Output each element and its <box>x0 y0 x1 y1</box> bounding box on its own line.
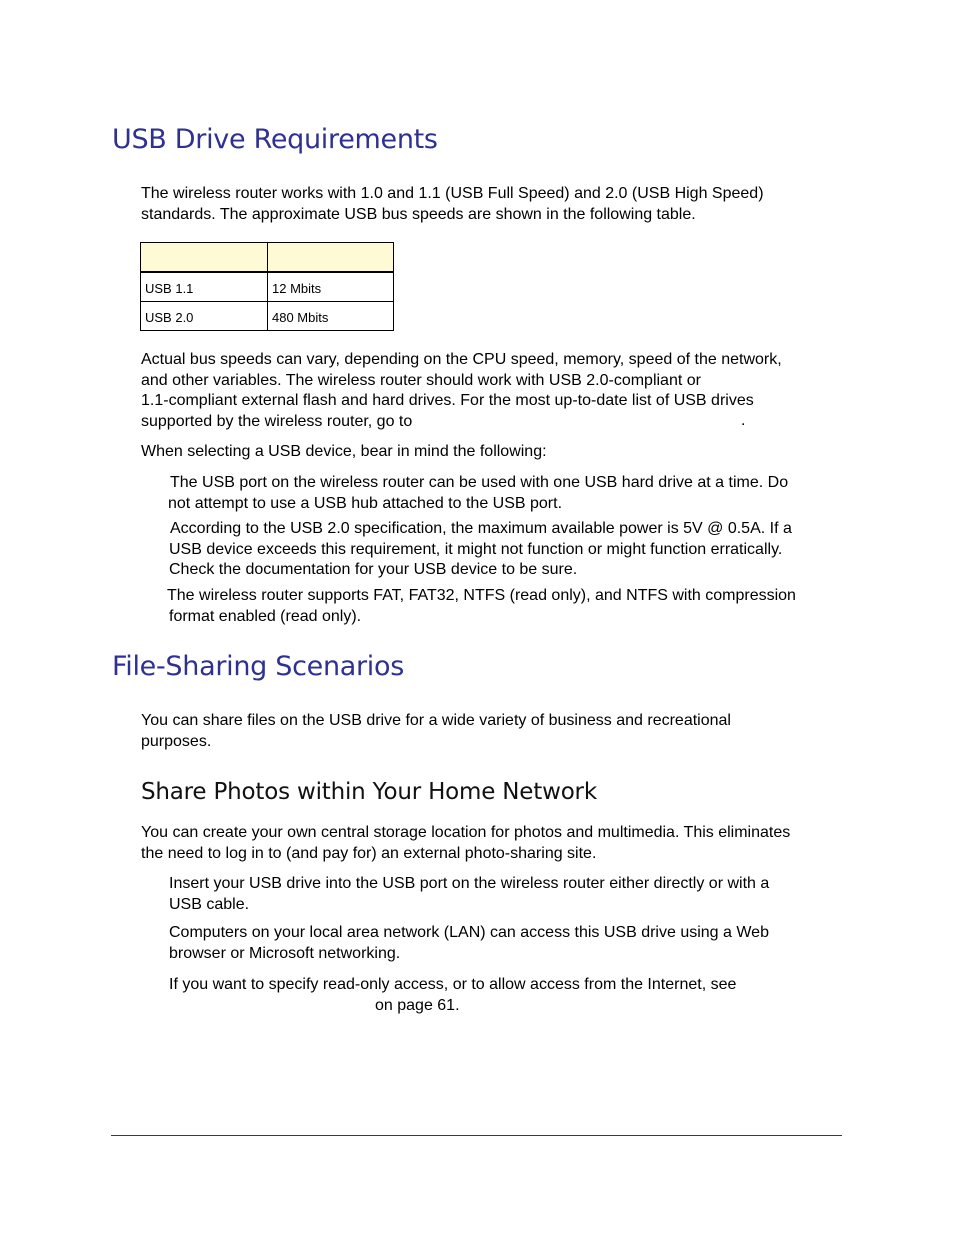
text-line: Check the documentation for your USB device to be sure. <box>169 561 578 578</box>
bullet-item <box>170 519 792 581</box>
subheading-share-photos: Share Photos within Your Home Network <box>141 779 597 805</box>
section-heading-file-sharing: File-Sharing Scenarios <box>112 651 404 682</box>
usb-speed-table <box>140 242 394 331</box>
usb-intro-paragraph <box>141 184 764 225</box>
text-line: on page 61. <box>375 996 460 1014</box>
table-cell: 12 Mbits <box>268 272 394 301</box>
text-line: not attempt to use a USB hub attached to the USB port. <box>168 494 563 512</box>
text-line: Insert your USB drive into the USB port on the wireless router either directly or with a <box>169 875 770 892</box>
text-line: USB device exceeds this requirement, it might not function or might function erratically. <box>169 540 783 558</box>
text-line: 1.1-compliant external flash and hard drives. For the most up-to-date list of USB drives <box>141 392 754 409</box>
text-line: and other variables. The wireless router should work with USB 2.0-compliant or <box>141 371 701 389</box>
text-line: The wireless router supports FAT, FAT32, NTFS (read only), and NTFS with compression <box>167 587 796 604</box>
text-line: Actual bus speeds can vary, depending on the CPU speed, memory, speed of the network, <box>141 351 782 368</box>
bullet-item <box>167 586 796 627</box>
text-line: The USB port on the wireless router can be used with one USB hard drive at a time. Do <box>170 474 789 491</box>
table-cell: USB 1.1 <box>141 272 268 301</box>
footer-rule <box>111 1135 842 1136</box>
table-header-row <box>141 243 394 273</box>
table-cell: USB 2.0 <box>141 301 268 330</box>
table-cell: 480 Mbits <box>268 301 394 330</box>
step-item <box>169 975 736 1016</box>
text-line: The wireless router works with 1.0 and 1.1 (USB Full Speed) and 2.0 (USB High Speed) <box>141 185 764 202</box>
text-line: format enabled (read only). <box>169 607 362 625</box>
text-line: browser or Microsoft networking. <box>169 944 401 962</box>
table-row <box>141 272 394 301</box>
text-line: According to the USB 2.0 specification, the maximum available power is 5V @ 0.5A. If a <box>170 520 792 537</box>
speed-note-paragraph <box>141 350 782 432</box>
table-header-cell <box>268 243 394 273</box>
table-header-cell <box>141 243 268 273</box>
text-line: standards. The approximate USB bus speeds are shown in the following table. <box>141 205 696 223</box>
bullet-item <box>170 473 788 514</box>
text-line: purposes. <box>141 732 212 750</box>
speed-note-end: . <box>741 412 746 429</box>
table-row <box>141 301 394 330</box>
step-item <box>169 923 769 964</box>
text-line: If you want to specify read-only access, or to allow access from the Internet, see <box>169 976 737 993</box>
section-heading-usb-requirements: USB Drive Requirements <box>112 124 438 155</box>
file-sharing-intro <box>141 711 731 752</box>
text-line: You can create your own central storage location for photos and multimedia. This eliminates <box>141 824 791 841</box>
step-item <box>169 874 769 915</box>
text-line: USB cable. <box>169 895 250 913</box>
text-line: You can share files on the USB drive for a wide variety of business and recreational <box>141 712 731 729</box>
share-photos-intro <box>141 823 790 864</box>
text-line: Computers on your local area network (LAN) can access this USB drive using a Web <box>169 924 769 941</box>
text-line: the need to log in to (and pay for) an external photo-sharing site. <box>141 844 597 862</box>
text-line: supported by the wireless router, go to <box>141 412 413 430</box>
selecting-intro: When selecting a USB device, bear in mind the following: <box>141 443 547 460</box>
